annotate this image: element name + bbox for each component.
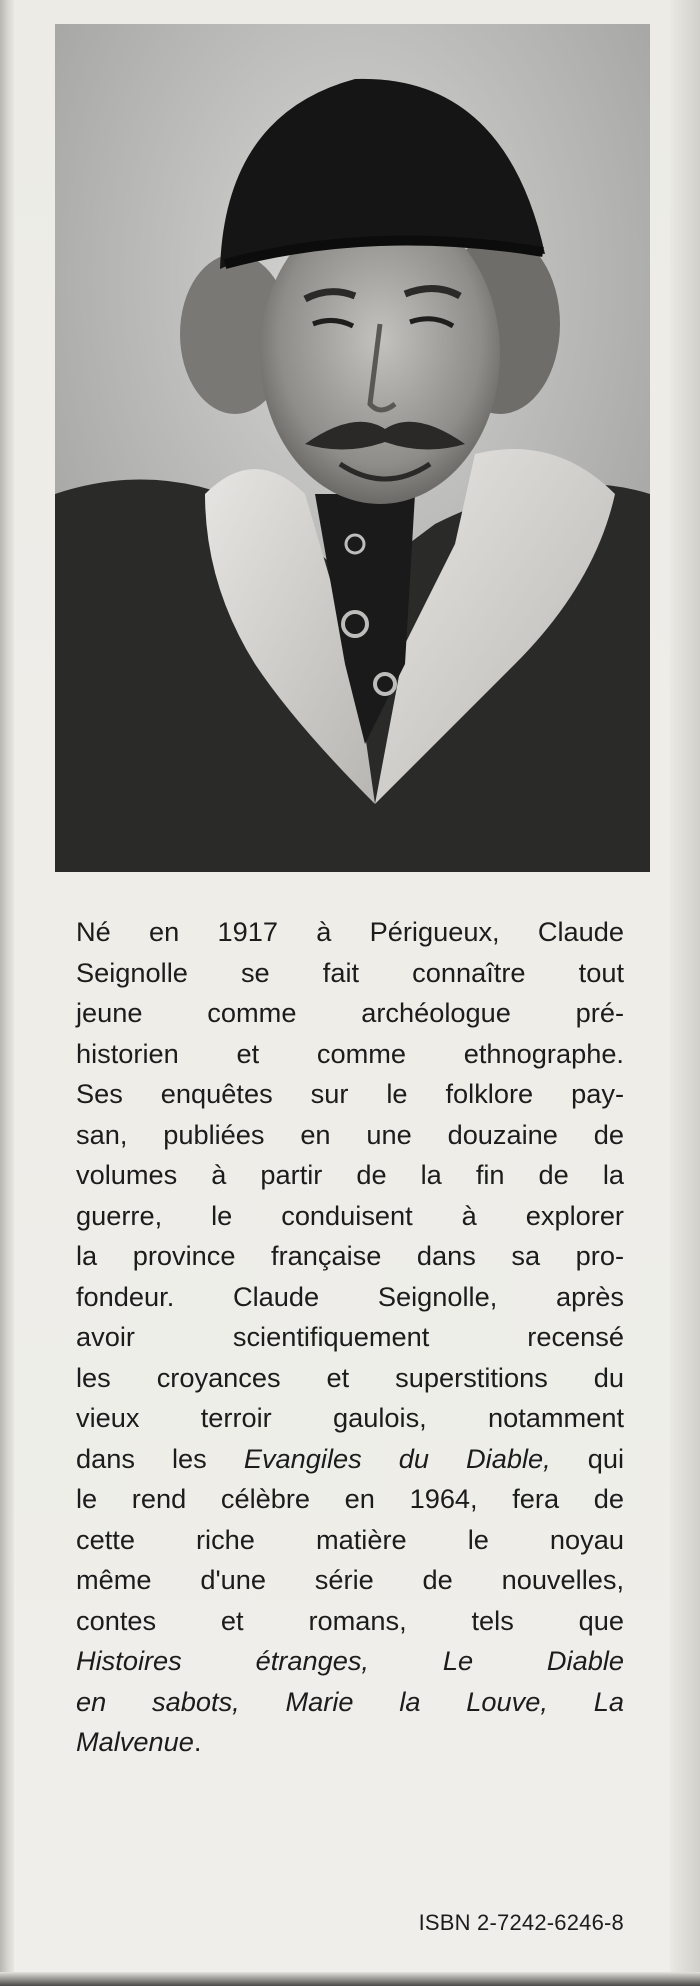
biography-line xyxy=(76,1682,624,1723)
biography-line: le rend célèbre en 1964, fera de xyxy=(76,1483,624,1514)
biography-line: Seignolle se fait connaître tout xyxy=(76,956,624,988)
biography-line xyxy=(76,1439,624,1480)
biography-line: vieux terroir gaulois, notamment xyxy=(76,1402,624,1433)
biography-line: san, publiées en une douzaine de xyxy=(76,1118,624,1150)
author-portrait-photo xyxy=(55,24,650,872)
biography-line: historien et comme ethnographe. xyxy=(76,1037,624,1069)
biography-line: même d'une série de nouvelles, xyxy=(76,1564,624,1595)
biography-line: cette riche matière le noyau xyxy=(76,1523,624,1555)
book-titles-italic: Histoires étranges, Le Diable xyxy=(76,1645,624,1676)
cover-left-edge xyxy=(0,0,14,1986)
biography-line: Né en 1917 à Périgueux, Claude xyxy=(76,916,624,947)
biography-line: guerre, le conduisent à explorer xyxy=(76,1199,624,1231)
biography-line: la province française dans sa pro- xyxy=(76,1240,624,1271)
biography-line: les croyances et superstitions du xyxy=(76,1361,624,1393)
biography-line: Ses enquêtes sur le folklore pay- xyxy=(76,1078,624,1109)
biography-line: fondeur. Claude Seignolle, après xyxy=(76,1280,624,1312)
isbn-number: ISBN 2-7242-6246-8 xyxy=(418,1910,624,1935)
biography-line: volumes à partir de la fin de la xyxy=(76,1159,624,1190)
cover-bottom-edge xyxy=(0,1972,700,1986)
book-title-malvenue: Malvenue xyxy=(76,1726,194,1757)
biography-line xyxy=(76,1641,624,1682)
book-titles-italic: en sabots, Marie la Louve, La xyxy=(76,1685,624,1717)
biography-line: contes et romans, tels que xyxy=(76,1604,624,1636)
biography-text: dans les xyxy=(76,1442,244,1474)
biography-text: . xyxy=(193,1726,202,1757)
book-title-evangiles: Evangiles du Diable, xyxy=(243,1442,551,1474)
biography-line xyxy=(76,1722,624,1763)
biography-line: avoir scientifiquement recensé xyxy=(76,1321,624,1352)
cover-right-edge xyxy=(670,0,700,1986)
author-biography xyxy=(76,912,624,1763)
biography-line: jeune comme archéologue pré- xyxy=(76,997,624,1028)
biography-text: qui xyxy=(550,1442,624,1474)
